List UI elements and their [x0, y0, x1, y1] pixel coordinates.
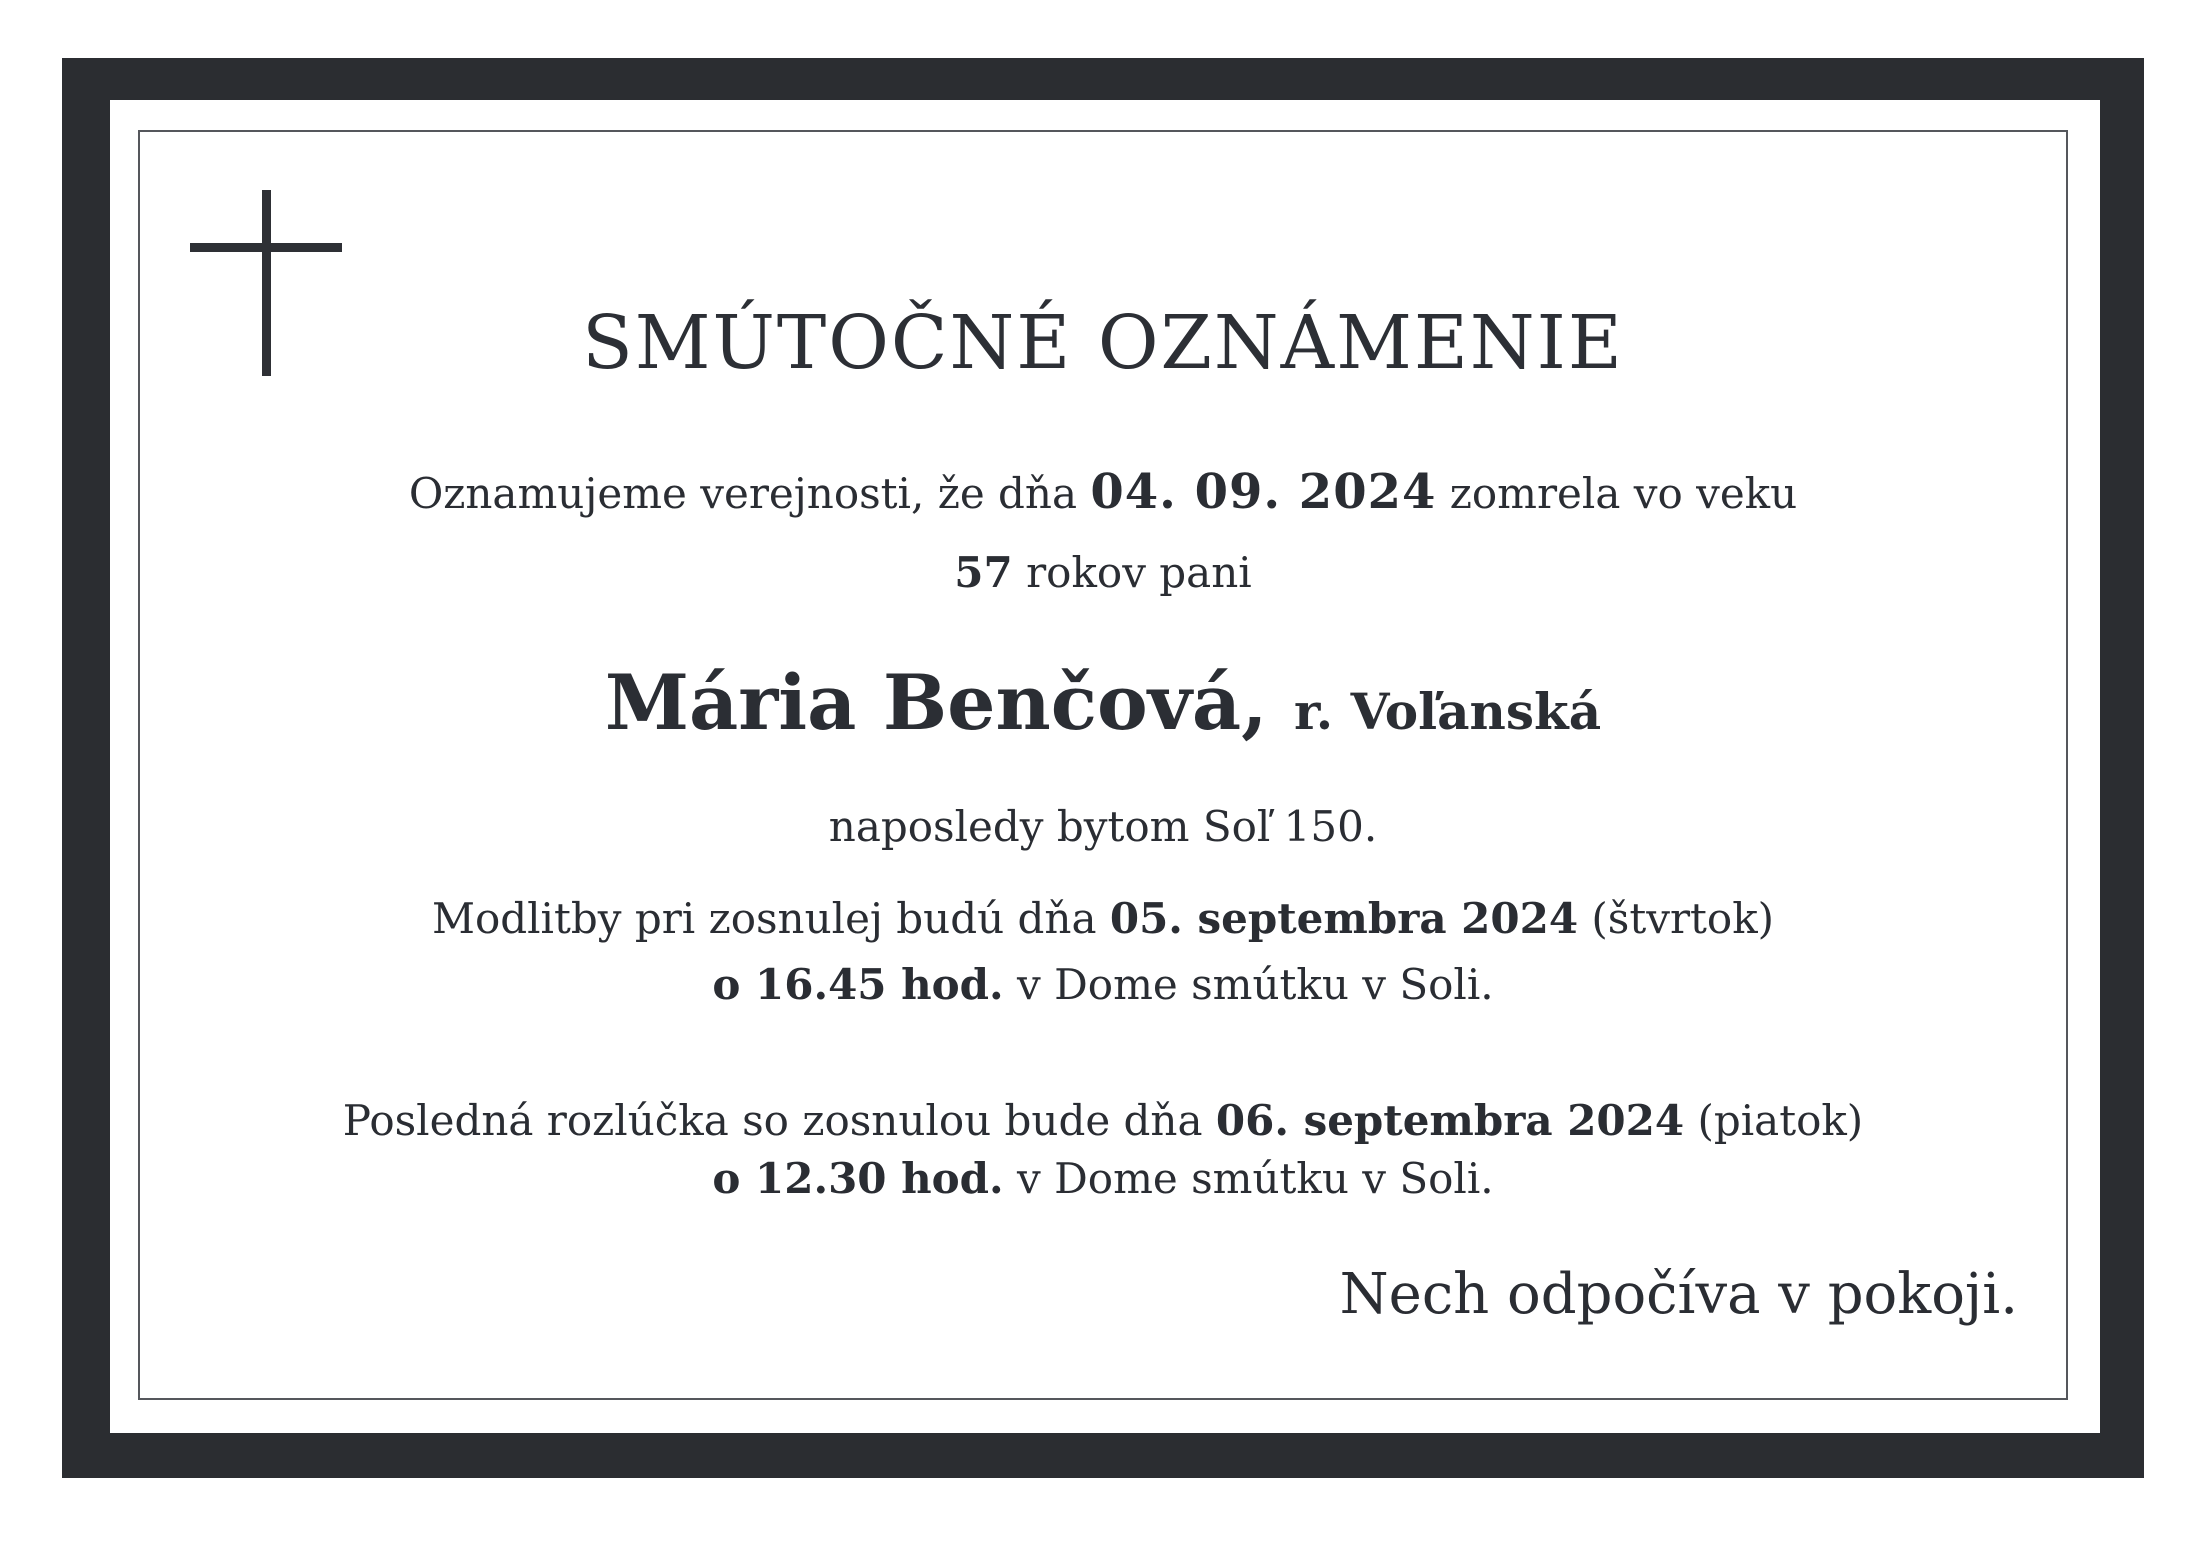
death-date: 04. 09. 2024: [1090, 464, 1437, 520]
maiden-name: r. Voľanská: [1294, 682, 1602, 741]
prayer-date: 05. septembra 2024: [1109, 894, 1579, 943]
announcement-line-2: [138, 548, 2068, 597]
farewell-time: o 12.30 hod.: [712, 1154, 1004, 1203]
farewell-place: v Dome smútku v Soli.: [1003, 1154, 1494, 1203]
announcement-line-1: [138, 464, 2068, 520]
farewell-line-1: [138, 1096, 2068, 1145]
age-suffix: rokov pani: [1012, 548, 1252, 597]
deceased-name: Mária Benčová,: [604, 658, 1268, 747]
farewell-intro: Posledná rozlúčka so zosnulou bude dňa: [342, 1096, 1216, 1145]
prayer-weekday: (štvrtok): [1578, 894, 1775, 943]
intro-after-date: zomrela vo veku: [1436, 469, 1798, 518]
prayer-line-1: [138, 894, 2068, 943]
notice-title: SMÚTOČNÉ OZNÁMENIE: [582, 300, 1624, 386]
closing-blessing: Nech odpočíva v pokoji.: [1339, 1262, 2018, 1327]
deceased-name-line: [138, 658, 2068, 747]
prayer-line-2: [138, 960, 2068, 1009]
prayer-intro: Modlitby pri zosnulej budú dňa: [431, 894, 1110, 943]
prayer-time: o 16.45 hod.: [712, 960, 1004, 1009]
intro-before-date: Oznamujeme verejnosti, že dňa: [408, 469, 1091, 518]
residence-line: naposledy bytom Soľ 150.: [828, 802, 1378, 851]
cross-horizontal-bar: [190, 243, 342, 252]
farewell-date: 06. septembra 2024: [1215, 1096, 1685, 1145]
farewell-line-2: [138, 1154, 2068, 1203]
age-value: 57: [954, 548, 1013, 597]
prayer-place: v Dome smútku v Soli.: [1003, 960, 1494, 1009]
farewell-weekday: (piatok): [1684, 1096, 1864, 1145]
